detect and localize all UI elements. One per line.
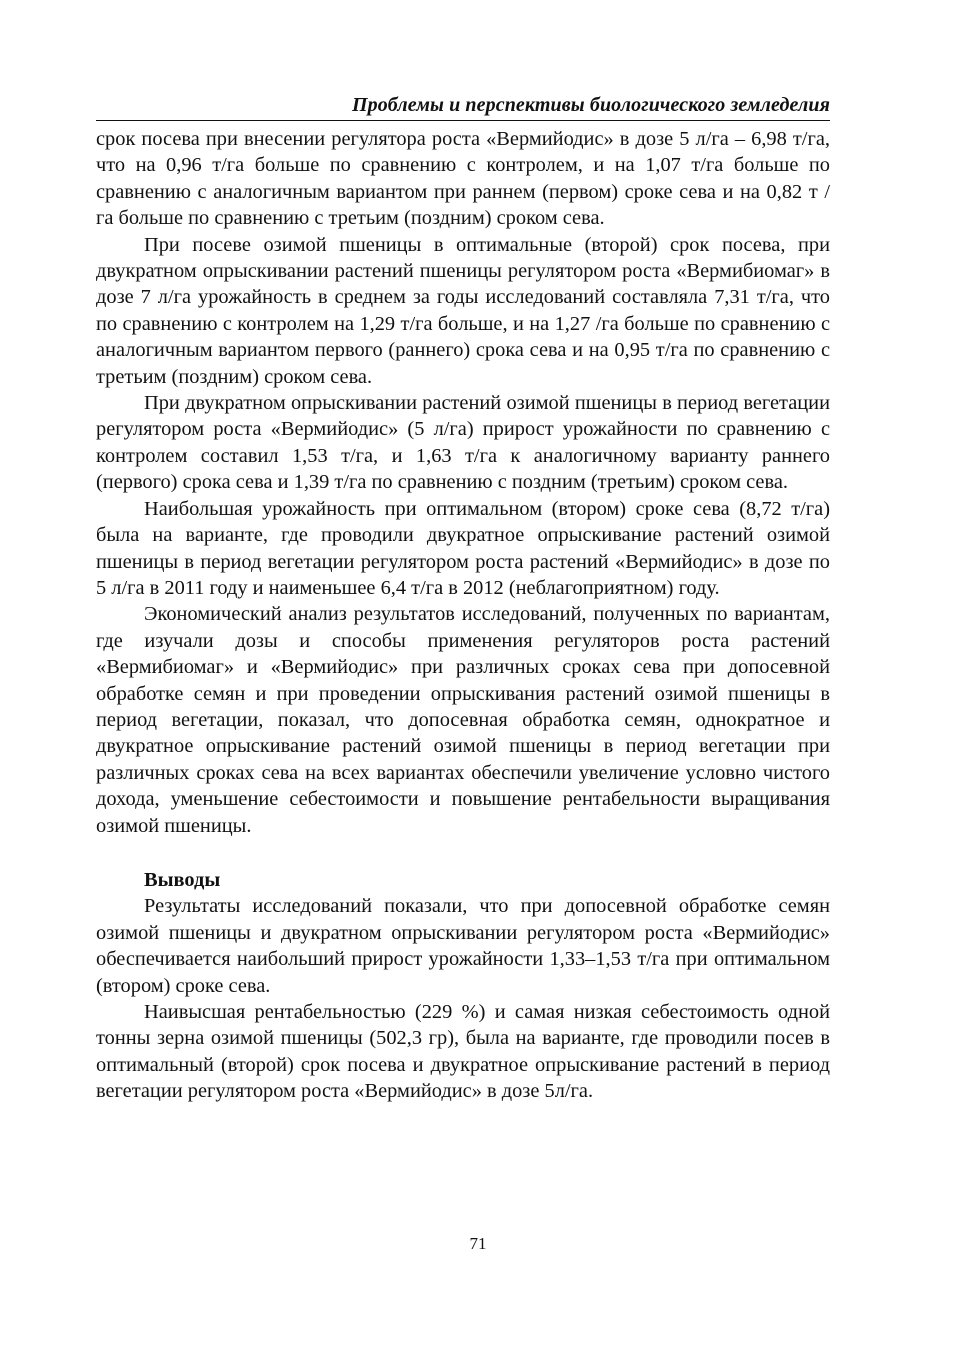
- page-number: 71: [469, 1234, 487, 1253]
- paragraph-continuation: срок посева при внесении регулятора роста «Вермийодис» в дозе 5 л/га – 6,98 т/га, что на 0,96 т/га больше по сравнению с контролем, и на 1,07 т/га больше по сравнению с аналогичным вариантом при раннем (первом) сроке сева и на 0,82 т / га больше по сравнению с третьим (поздним) сроком сева.: [96, 128, 830, 230]
- paragraph: При посеве озимой пшеницы в оптимальные (второй) срок посева, при двукратном опрыскивании растений пшеницы регулятором роста «Вермибиомаг» в дозе 7 л/га урожайность в среднем за годы исследований составляла 7,31 т/га, что по сравнению с контролем на 1,29 т/га больше, и на 1,27 /га больше по сравнению с аналогичным вариантом первого (раннего) срока сева и на 0,95 т/га по сравнению с третьим (поздним) сроком сева.: [96, 233, 830, 388]
- conclusions-heading: Выводы: [144, 868, 221, 891]
- body-text: [96, 126, 830, 1105]
- paragraph: Наибольшая урожайность при оптимальном (втором) сроке сева (8,72 т/га) была на варианте, где проводили двукратное опрыскивание растений озимой пшеницы в период вегетации регулятором роста растений «Вермийодис» в дозе по 5 л/га в 2011 году и наименьшее 6,4 т/га в 2012 (неблагоприятном) году.: [96, 497, 830, 599]
- paragraph: При двукратном опрыскивании растений озимой пшеницы в период вегетации регулятором роста «Вермийодис» (5 л/га) прирост урожайности по сравнению с контролем составил 1,53 т/га, и 1,63 т/га к аналогичному варианту раннего (первого) срока сева и 1,39 т/га по сравнению с поздним (третьим) сроком сева.: [96, 392, 830, 494]
- paragraph: Экономический анализ результатов исследований, полученных по вариантам, где изучали дозы и способы применения регуляторов роста растений «Вермибиомаг» и «Вермийодис» при различных сроках сева при допосевной обработке семян и при проведении опрыскивания растений озимой пшеницы в период вегетации, показал, что допосевная обработка семян, однократное и двукратное опрыскивание растений озимой пшеницы в период вегетации при различных сроках сева на всех вариантах обеспечили увеличение условно чистого дохода, уменьшение себестоимости и повышение рентабельности выращивания озимой пшеницы.: [96, 603, 830, 837]
- running-head: Проблемы и перспективы биологического земледелия: [351, 94, 830, 116]
- header-rule: [96, 120, 830, 121]
- conclusion-paragraph: Наивысшая рентабельностью (229 %) и самая низкая себестоимость одной тонны зерна озимой пшеницы (502,3 гр), была на варианте, где проводили посев в оптимальный (второй) срок посева и двукратное опрыскивание растений в период вегетации регулятором роста «Вермийодис» в дозе 5л/га.: [96, 1001, 830, 1103]
- conclusion-paragraph: Результаты исследований показали, что при допосевной обработке семян озимой пшеницы и двукратном опрыскивании регулятором роста «Вермийодис» обеспечивается наибольший прирост урожайности 1,33–1,53 т/га при оптимальном (втором) сроке сева.: [96, 895, 830, 997]
